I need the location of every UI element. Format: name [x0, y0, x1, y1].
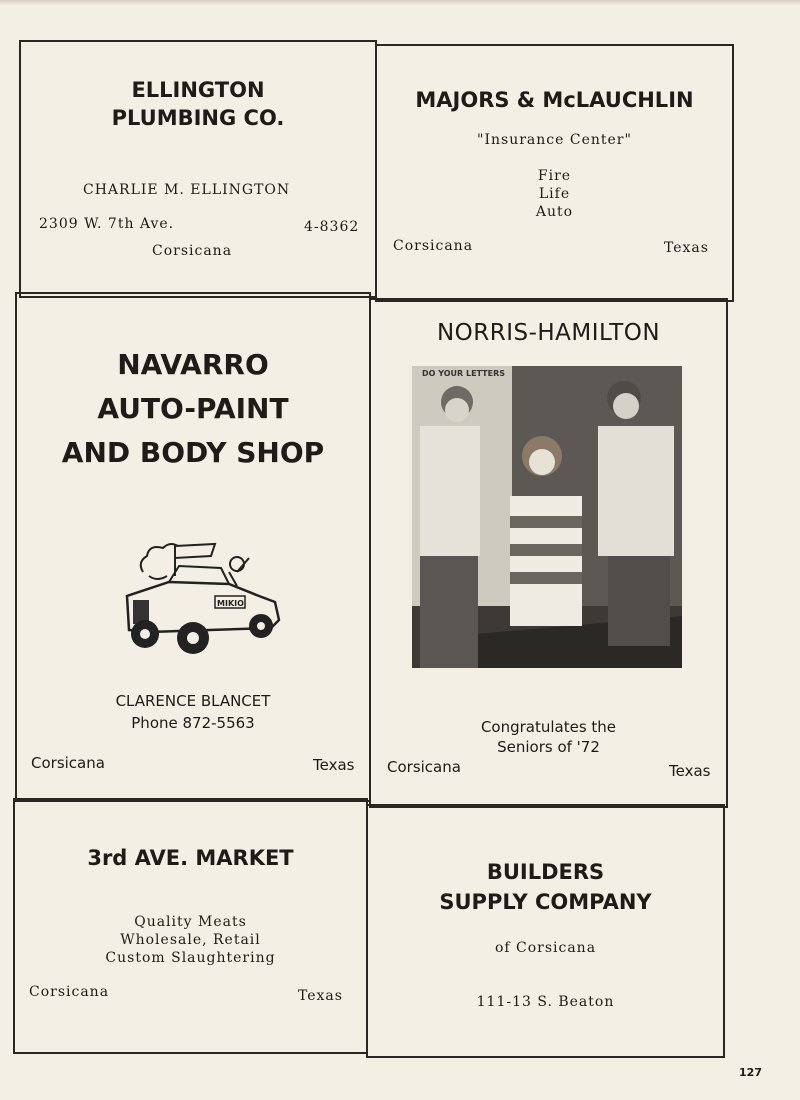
ad-navarro-auto-paint	[15, 292, 371, 802]
state: Texas	[313, 756, 355, 774]
ad-title-line1: BUILDERS	[486, 860, 605, 884]
ad-majors-mclauchlin	[375, 44, 734, 302]
page-edge	[0, 0, 800, 6]
ad-title: MAJORS & McLAUCHLIN	[415, 88, 694, 112]
line2: Wholesale, Retail	[120, 932, 261, 948]
ad-3rd-ave-market	[13, 798, 368, 1054]
state: Texas	[664, 240, 709, 256]
ad-title-line2: SUPPLY COMPANY	[439, 890, 652, 914]
city: Corsicana	[393, 238, 474, 254]
ad-title-line3: AND BODY SHOP	[61, 436, 325, 469]
ad-ellington-plumbing	[19, 40, 377, 298]
state: Texas	[669, 762, 711, 780]
city: Corsicana	[387, 758, 461, 776]
city: Corsicana	[31, 754, 105, 772]
owner-name: CHARLIE M. ELLINGTON	[83, 182, 291, 198]
ad-title: 3rd AVE. MARKET	[87, 846, 294, 870]
tagline: "Insurance Center"	[477, 132, 632, 148]
svg-text:MIKIO: MIKIO	[217, 599, 244, 608]
cartoon-car-illustration	[109, 536, 285, 660]
service-life: Life	[538, 186, 571, 202]
contact-name: CLARENCE BLANCET	[115, 692, 271, 710]
city: Corsicana	[29, 984, 110, 1000]
ad-title: NORRIS-HAMILTON	[436, 320, 661, 346]
line1: Quality Meats	[134, 914, 247, 930]
address: 2309 W. 7th Ave.	[39, 216, 175, 232]
service-auto: Auto	[535, 204, 574, 220]
city: Corsicana	[152, 243, 233, 259]
phone: 4-8362	[304, 219, 360, 235]
ad-norris-hamilton	[369, 298, 728, 808]
ad-title-line2: AUTO-PAINT	[97, 392, 289, 425]
line3: Custom Slaughtering	[105, 950, 276, 966]
page-number: 127	[739, 1066, 762, 1079]
subtitle: of Corsicana	[494, 940, 597, 956]
ad-builders-supply	[366, 804, 725, 1058]
ad-title-line1: NAVARRO	[117, 348, 269, 381]
photo-students-with-letters	[412, 366, 682, 668]
message-line1: Congratulates the	[480, 718, 617, 736]
ad-title-line2: PLUMBING CO.	[111, 106, 285, 130]
message-line2: Seniors of '72	[497, 738, 600, 756]
phone: Phone 872-5563	[131, 714, 255, 732]
state: Texas	[298, 988, 343, 1004]
svg-text:DO YOUR LETTERS: DO YOUR LETTERS	[422, 369, 506, 378]
ad-title-line1: ELLINGTON	[131, 78, 265, 102]
address: 111-13 S. Beaton	[476, 994, 615, 1010]
service-fire: Fire	[537, 168, 572, 184]
